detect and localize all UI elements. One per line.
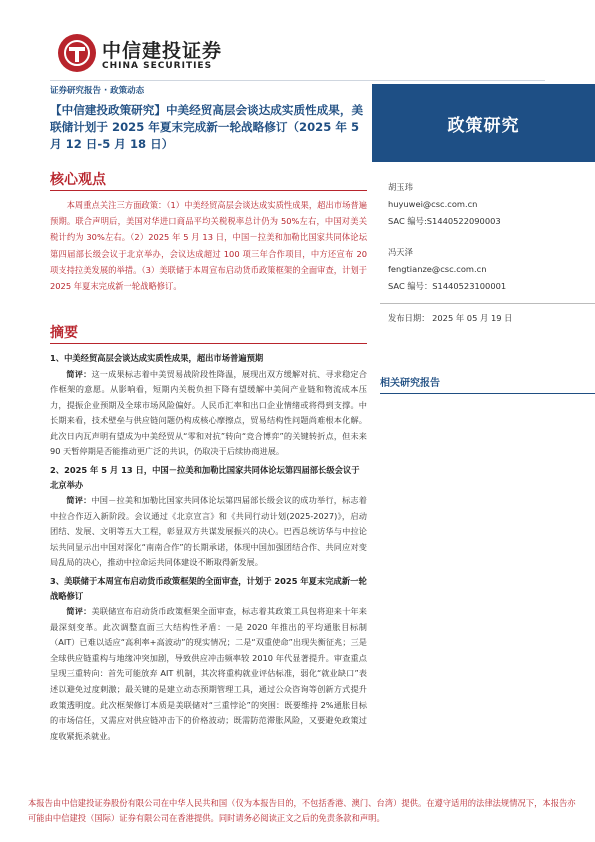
publish-date: 发布日期： 2025 年 05 月 19 日 (388, 313, 513, 323)
summary-section-2-lead: 简评： (66, 495, 92, 506)
report-title: 【中信建投政策研究】中美经贸高层会谈达成实质性成果，美联储计划于 2025 年夏末完成新一轮战略修订（2025 年 5 月 12 日-5 月 18 日） (50, 103, 364, 151)
summary-section-2-body: 中国－拉美和加勒比国家共同体论坛第四届部长级会议的成功举行，标志着中拉合作迈入新阶段。会议通过《北京宣言》和《共同行动计划(2025-2027)》，启动团结、发展、文明等五大工程，彰显双方共谋发展振兴的决心。巴西总统访华与中拉论坛共同显示出中国对深化“南南合作”的长期承诺，体现中国加强团结合作、共同应对变局乱局的决心，推动中拉命运共同体建设不断取得新发展。 (50, 495, 367, 568)
summary-section-3-body: 美联储宣布启动货币政策框架全面审查，标志着其政策工具包将迎来十年来最深刻变革。此次调整直面三大结构性矛盾：一是 2020 年推出的平均通胀目标制（AIT）已难以适应“高利率+高波动”的现实情况；二是“双重使命”出现失衡征兆；三是全球供应链重构与地缘冲突加剧，导致供应冲击频率较 2010 年代显著提升。审查重点呈现三重转向：首先可能放弃 AIT 机制，其次将重构就业评估标准，弱化“就业缺口”表述以避免过度刺激；最关键的是建立动态预期管理工具，通过公众咨询等创新方式提升政策透明度。此次框架修订本质是美联储对“三重悖论”的突围：既要维持 2%通胀目标的市场信任，又需应对供应链冲击下的价格波动；既需防范滞胀风险，又要避免政策过度收紧扼杀就业。 (50, 606, 367, 741)
summary-section-1-text (50, 367, 367, 461)
related-reports-divider (380, 393, 595, 394)
brand-name-en: CHINA SECURITIES (102, 61, 213, 71)
category-badge: 政策研究 (372, 84, 595, 162)
analyst-sidebar (372, 162, 595, 326)
core-view-heading: 核心观点 (50, 172, 106, 188)
analyst-sac: SAC 编号:S1440522090003 (388, 216, 501, 226)
summary-body (50, 348, 367, 744)
summary-divider (50, 343, 367, 344)
summary-section-2-title: 2、2025 年 5 月 13 日，中国－拉美和加勒比国家共同体论坛第四届部长级会议于北京举办 (50, 465, 360, 490)
analyst-2 (388, 244, 595, 295)
analyst-1 (388, 179, 595, 230)
summary-heading: 摘要 (50, 325, 78, 341)
analyst-email[interactable]: huyuwei@csc.com.cn (388, 199, 478, 209)
summary-section-1-body: 这一成果标志着中美贸易战阶段性降温，展现出双方缓解对抗、寻求稳定合作框架的意愿。从影响看，短期内关税负担下降有望缓解中美间产业链和物流成本压力，提振企业预期及全球市场风险偏好。人民币汇率和出口企业情绪或将得到支撑。中长期来看，技术壁垒与供应链问题仍构成核心摩擦点，贸易结构性问题尚难根本化解。此次日内瓦声明有望成为中美经贸从“零和对抗”转向“竞合博弈”的关键转折点，但未来 90 天暂停期是否能推动更广泛的共识，仍取决于后续协商进展。 (50, 368, 367, 457)
header-divider (50, 80, 545, 81)
summary-section-2-text (50, 493, 367, 571)
disclaimer-footer: 本报告由中信建投证券股份有限公司在中华人民共和国（仅为本报告目的，不包括香港、澳门、台湾）提供。在遵守适用的法律法规情况下，本报告亦可能由中信建投（国际）证券有限公司在香港提供。同时请务必阅读正文之后的免责条款和声明。 (28, 798, 576, 823)
sidebar-divider (380, 303, 595, 304)
summary-section-1-title: 1、中美经贸高层会谈达成实质性成果，超出市场普遍预期 (50, 353, 264, 363)
summary-section-1-lead: 简评： (66, 368, 92, 379)
analyst-sac: SAC 编号：S1440523100001 (388, 281, 507, 291)
brand-logo-icon (58, 34, 96, 72)
analyst-name: 冯天泽 (388, 247, 413, 257)
core-view-body: 本周重点关注三方面政策：（1）中美经贸高层会谈达成实质性成果，超出市场普遍预期。联合声明后，美国对华进口商品平均关税税率总计仍为 50%左右，中国对美关税计约为 30%左右。（2）2025 年 5 月 13 日，中国－拉美和加勒比国家共同体论坛第四届部长级会议于北京举办，会议达成超过 100 项三年合作项目，中方还宣布 20 项支持拉美发展的举措。（3）美联储于本周宣布启动货币政策框架的全面审查，计划于 2025 年夏末完成新一轮战略修订。 (50, 200, 367, 292)
summary-section-3-lead: 简评： (66, 606, 92, 617)
analyst-email[interactable]: fengtianze@csc.com.cn (388, 264, 487, 274)
brand-name-cn: 中信建投证券 (102, 40, 223, 62)
related-reports-heading: 相关研究报告 (380, 378, 440, 389)
summary-section-3-title: 3、美联储于本周宣布启动货币政策框架的全面审查，计划于 2025 年夏末完成新一轮战略修订 (50, 576, 367, 601)
summary-section-3-text (50, 604, 367, 744)
analyst-name: 胡玉玮 (388, 182, 413, 192)
core-view-divider (50, 190, 367, 191)
report-type-label: 证券研究报告 · 政策动态 (50, 86, 145, 96)
